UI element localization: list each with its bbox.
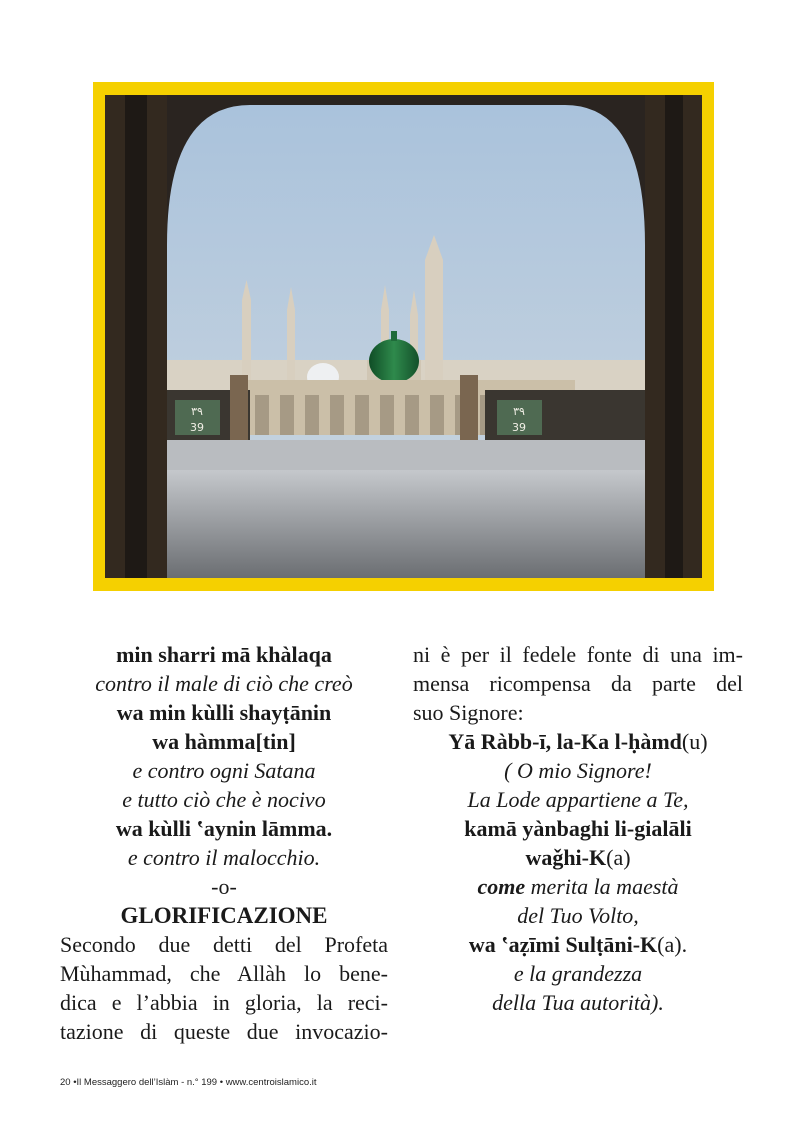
transliteration-line: kamā yànbaghi li-gialāli [464, 816, 692, 841]
translation-line: ( O mio Signore! [504, 758, 652, 783]
translation-line [413, 872, 743, 901]
gate-number-arabic-right: ٣٩ [513, 405, 525, 418]
transliteration-line [413, 727, 743, 756]
gate-number-right: 39 [512, 421, 526, 434]
translation-rest: merita la maestà [525, 874, 679, 899]
transliteration-text: wa ʽaẓīmi Sulṭāni-K [468, 932, 658, 957]
photo-frame [93, 82, 714, 591]
translation-line: e contro il malocchio. [127, 845, 321, 870]
paragraph-line: suo Signore: [413, 700, 524, 725]
section-heading: GLORIFICAZIONE [120, 903, 328, 928]
translation-line: del Tuo Volto, [517, 903, 639, 928]
transliteration-line: wa kùlli ʽaynin lāmma. [115, 816, 333, 841]
right-column [413, 640, 743, 1017]
transliteration-line: wa min kùlli shayṭānin [116, 700, 332, 725]
section-separator: -o- [211, 874, 237, 899]
transliteration-suffix: (a) [606, 845, 631, 870]
transliteration-suffix: (u) [681, 729, 708, 754]
translation-line: contro il male di ciò che creò [95, 671, 353, 696]
transliteration-line [413, 930, 743, 959]
paragraph-line: mensa ricompensa da parte del [413, 671, 743, 696]
mosque-photo [105, 95, 702, 578]
transliteration-text: waǧhi-K [525, 845, 607, 870]
paragraph-line: Mùhammad, che Allàh lo bene- [60, 961, 388, 986]
emphasis-word: come [477, 874, 526, 899]
transliteration-text: Yā Ràbb-ī, la-Ka l-ḥàmd [448, 729, 682, 754]
left-column [60, 640, 388, 1046]
gate-number-arabic-left: ٣٩ [191, 405, 203, 418]
paragraph-line: ni è per il fedele fonte di una im- [413, 642, 743, 667]
paragraph-line: tazione di queste due invocazio- [60, 1019, 388, 1044]
page-footer: 20 •Il Messaggero dell’Islàm - n.° 199 • www.centroislamico.it [60, 1077, 317, 1088]
translation-line: e contro ogni Satana [132, 758, 316, 783]
translation-line: e tutto ciò che è nocivo [122, 787, 326, 812]
translation-line: e la grandezza [513, 961, 643, 986]
gate-number-left: 39 [190, 421, 204, 434]
translation-line: La Lode appartiene a Te, [467, 787, 689, 812]
transliteration-line: wa hàmma[tin] [152, 729, 296, 754]
transliteration-line [413, 843, 743, 872]
transliteration-suffix: (a). [657, 932, 688, 957]
paragraph-line: dica e l’abbia in gloria, la reci- [60, 990, 388, 1015]
translation-line: della Tua autorità). [492, 990, 664, 1015]
transliteration-line: min sharri mā khàlaqa [116, 642, 332, 667]
paragraph-line: Secondo due detti del Profeta [60, 932, 388, 957]
